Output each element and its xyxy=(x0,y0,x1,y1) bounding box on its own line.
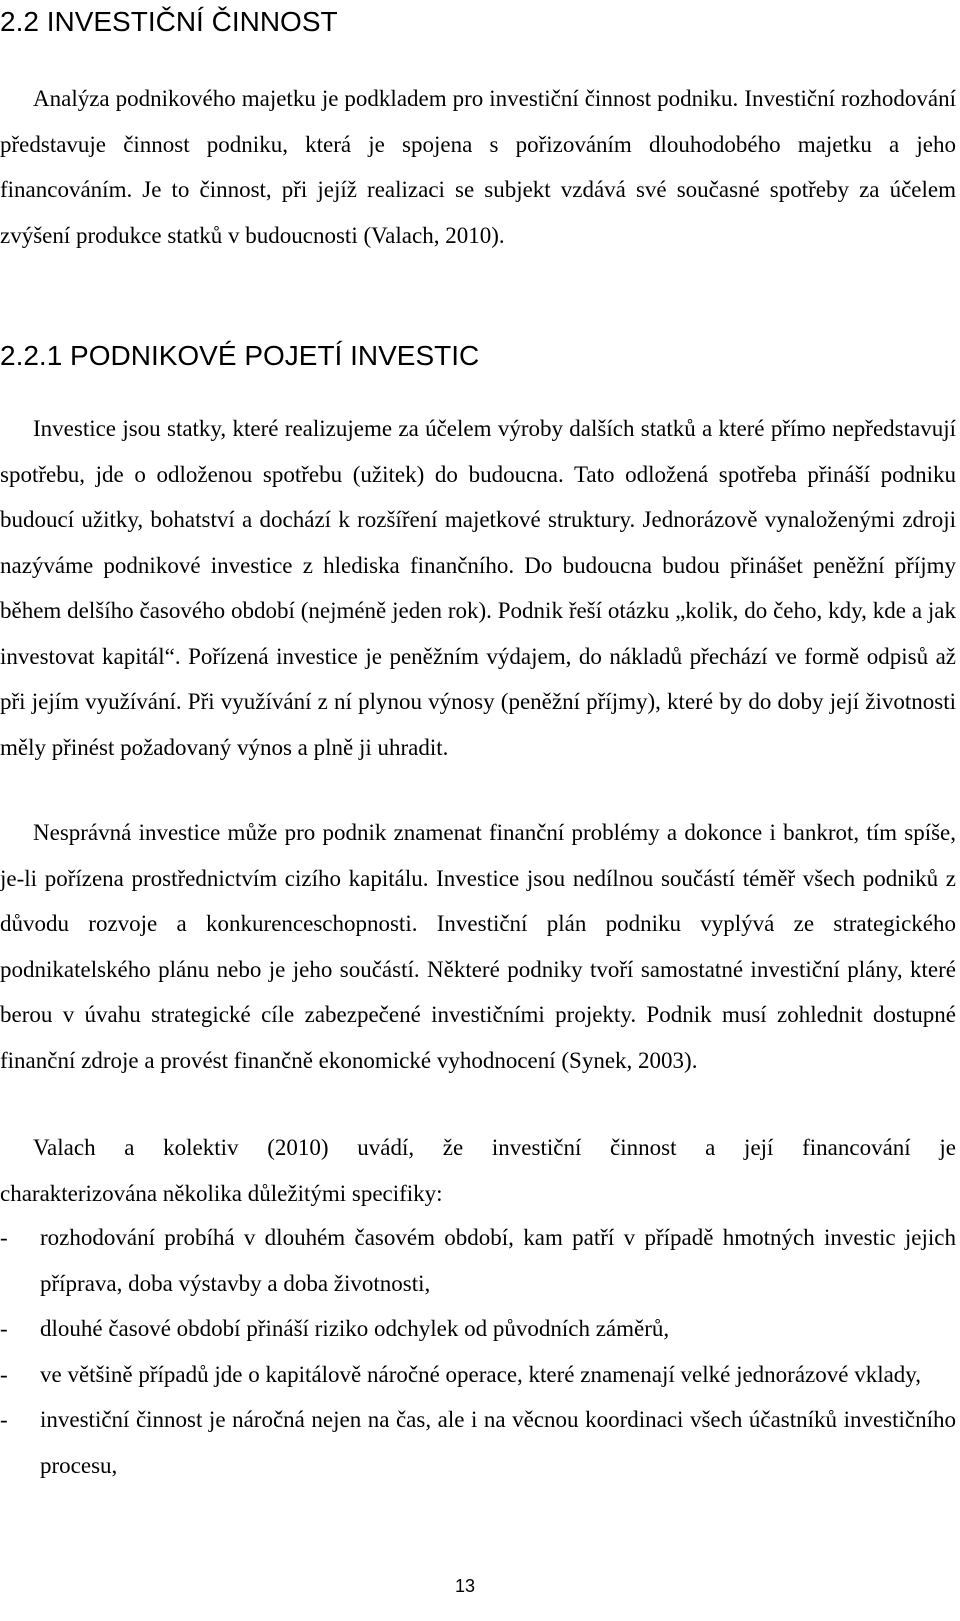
body-paragraph-specifika-intro xyxy=(0,1125,956,1216)
subsection-heading: 2.2.1 PODNIKOVÉ POJETÍ INVESTIC xyxy=(0,340,480,371)
list-item xyxy=(0,1352,956,1398)
list-item xyxy=(0,1306,956,1352)
list-item-text: ve většině případů jde o kapitálově náročné operace, které znamenají velké jednorázové vklady, xyxy=(40,1361,922,1387)
list-item-text: rozhodování probíhá v dlouhém časovém období, kam patří v případě hmotných investic jejich příprava, doba výstavby a doba životnosti, xyxy=(40,1225,956,1296)
bullet-dash: - xyxy=(0,1407,8,1432)
intro-line-1: Valach a kolektiv (2010) uvádí, že investiční činnost a její financování je xyxy=(33,1135,956,1160)
body-paragraph-investice: Investice jsou statky, které realizujeme za účelem výroby dalších statků a které přímo nepředstavují spotřebu, jde o odloženou spotřebu (užitek) do budoucna. Tato odložená spotřeba přináší podniku budoucí užitky, bohatství a dochází k rozšíření majetkové struktury. Jednorázově vynaloženými zdroji nazýváme podnikové investice z hlediska finančního. Do budoucna budou přinášet peněžní příjmy během delšího časového období (nejméně jeden rok). Podnik řeší otázku „kolik, do čeho, kdy, kde a jak investovat kapitál“. Pořízená investice je peněžním výdajem, do nákladů přechází ve formě odpisů až při jejím využívání. Při využívání z ní plynou výnosy (peněžní příjmy), které by do doby její životnosti měly přinést požadovaný výnos a plně ji uhradit. xyxy=(0,416,956,760)
list-item xyxy=(0,1215,956,1306)
bullet-dash: - xyxy=(0,1361,8,1387)
list-item-text: investiční činnost je náročná nejen na čas, ale i na věcnou koordinaci všech účastníků investičního procesu, xyxy=(40,1407,956,1478)
bullet-dash: - xyxy=(0,1225,8,1250)
section-heading: 2.2 INVESTIČNÍ ČINNOST xyxy=(0,6,338,37)
list-item xyxy=(0,1397,956,1488)
page-number: 13 xyxy=(454,1576,476,1596)
list-item-text: dlouhé časové období přináší riziko odchylek od původních záměrů, xyxy=(40,1316,670,1341)
section-paragraph: Analýza podnikového majetku je podkladem pro investiční činnost podniku. Investiční rozhodování představuje činnost podniku, která je spojena s pořizováním dlouhodobého majetku a jeho financováním. Je to činnost, při jejíž realizaci se subjekt vzdává své současné spotřeby za účelem zvýšení produkce statků v budoucnosti (Valach, 2010). xyxy=(0,86,956,248)
specifics-list xyxy=(0,1215,956,1488)
bullet-dash: - xyxy=(0,1316,8,1341)
intro-line-2: charakterizována několika důležitými specifiky: xyxy=(0,1180,443,1206)
body-paragraph-nespravna-investice: Nesprávná investice může pro podnik znamenat finanční problémy a dokonce i bankrot, tím spíše, je-li pořízena prostřednictvím cizího kapitálu. Investice jsou nedílnou součástí téměř všech podniků z důvodu rozvoje a konkurenceschopnosti. Investiční plán podniku vyplývá ze strategického podnikatelského plánu nebo je jeho součástí. Některé podniky tvoří samostatné investiční plány, které berou v úvahu strategické cíle zabezpečené investičními projekty. Podnik musí zohlednit dostupné finanční zdroje a provést finančně ekonomické vyhodnocení (Synek, 2003). xyxy=(0,820,956,1073)
